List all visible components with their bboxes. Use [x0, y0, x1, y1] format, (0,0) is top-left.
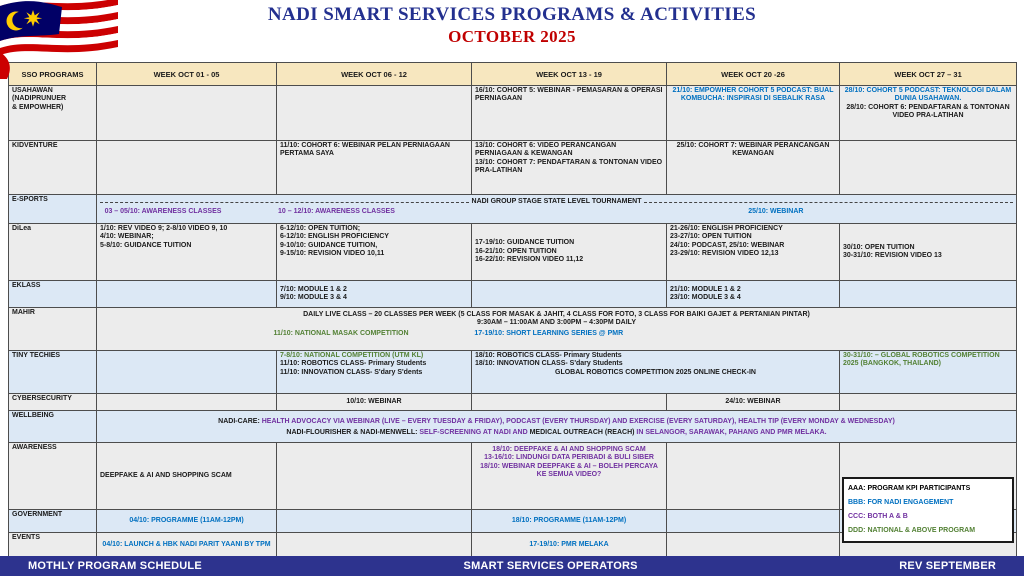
cell-kidventure-w3: 13/10: COHORT 6: VIDEO PERANCANGAN PERNIAGAAN & KEWANGAN 13/10: COHORT 7: PENDAFTARAN & TONTONAN VIDEO PRA-LATIHAN: [472, 141, 667, 195]
label-events: EVENTS: [9, 533, 97, 558]
cell-wellbeing-merged: [97, 411, 1017, 443]
header-week-4: WEEK OCT 20 -26: [667, 63, 840, 86]
label-mahir: MAHIR: [9, 308, 97, 351]
cell-dilea-w1: 1/10: REV VIDEO 9; 2-8/10 VIDEO 9, 10 4/10: WEBINAR; 5-8/10: GUIDANCE TUITION: [97, 224, 277, 281]
legend-box: [842, 477, 1014, 543]
header-sso-programs: SSO PROGRAMS: [9, 63, 97, 86]
cell-government-w4: [667, 510, 840, 533]
legend-item-bbb: BBB: FOR NADI ENGAGEMENT: [848, 499, 954, 506]
esports-banner-line: NADI GROUP STAGE STATE LEVEL TOURNAMENT: [100, 198, 1013, 206]
cell-tinytechies-w5: 30-31/10: – GLOBAL ROBOTICS COMPETITION 2025 (BANGKOK, THAILAND): [840, 351, 1017, 394]
label-dilea: DiLea: [9, 224, 97, 281]
header-week-5: WEEK OCT 27 – 31: [840, 63, 1017, 86]
row-esports: [9, 195, 1017, 224]
footer-right: REV SEPTEMBER: [899, 560, 996, 572]
cell-usahawan-w3: 16/10: COHORT 5: WEBINAR - PEMASARAN & OPERASI PERNIAGAAN: [472, 86, 667, 141]
dash-rule-right: [644, 202, 1013, 203]
legend-item-aaa: AAA: PROGRAM KPI PARTICIPANTS: [848, 485, 971, 492]
row-usahawan: [9, 86, 1017, 141]
row-tinytechies: [9, 351, 1017, 394]
label-usahawan: USAHAWAN (NADIPRUNUER & EMPOWHER): [9, 86, 97, 141]
row-mahir: [9, 308, 1017, 351]
cell-kidventure-w1: [97, 141, 277, 195]
cell-events-w2: [277, 533, 472, 558]
cell-dilea-w2: 6-12/10: OPEN TUITION; 6-12/10: ENGLISH PROFICIENCY 9-10/10: GUIDANCE TUITION, 9-15/10: REVISION VIDEO 10,11: [277, 224, 472, 281]
legend-item-ddd: DDD: NATIONAL & ABOVE PROGRAM: [848, 527, 976, 534]
cell-usahawan-w5: 28/10: COHORT 5 PODCAST: TEKNOLOGI DALAM DUNIA USAHAWAN. 28/10: COHORT 6: PENDAFTARAN & TONTONAN VIDEO PRA-LATIHAN: [840, 86, 1017, 141]
title-block: [0, 5, 1024, 47]
page-month: OCTOBER 2025: [448, 26, 576, 46]
cell-mahir-merged: DAILY LIVE CLASS – 20 CLASSES PER WEEK (5 CLASS FOR MASAK & JAHIT, 4 CLASS FOR FOTO, 3 CLASS FOR BAIKI GAJET & PERTANIAN PINTAR) 9:30AM – 11:00AM AND 3:00PM – 4:30PM DAILY 11/10: NATIONAL MASAK COMPETITION 17-19/10: SHORT LEARNING SERIES @ PMR: [97, 308, 1017, 351]
label-cybersecurity: CYBERSECURITY: [9, 394, 97, 411]
malaysia-flag-icon: [0, 0, 120, 80]
wellbeing-line-2: NADI-FLOURISHER & NADI-MENWELL: SELF-SCREENING AT NADI AND MEDICAL OUTREACH (REACH) IN SELANGOR, SARAWAK, PAHANG AND PMR MELAKA.: [286, 428, 827, 436]
label-wellbeing: WELLBEING: [9, 411, 97, 443]
cell-cybersecurity-w3: [472, 394, 667, 411]
cell-awareness-w2: [277, 443, 472, 510]
label-kidventure: KIDVENTURE: [9, 141, 97, 195]
row-wellbeing: [9, 411, 1017, 443]
mahir-items-line: 11/10: NATIONAL MASAK COMPETITION 17-19/10: SHORT LEARNING SERIES @ PMR: [273, 329, 624, 337]
cell-tinytechies-w3-w4: 18/10: ROBOTICS CLASS- Primary Students 18/10: INNOVATION CLASS- S'dary Students GLOBAL ROBOTICS COMPETITION 2025 ONLINE CHECK-IN: [472, 351, 840, 394]
wellbeing-line-1: NADI-CARE: HEALTH ADVOCACY VIA WEBINAR (LIVE – EVERY TUESDAY & FRIDAY), PODCAST (EVERY THURSDAY) AND EXERCISE (EVERY SATURDAY), HEALTH TIP (EVERY MONDAY & WEDNESDAY): [218, 418, 895, 426]
cell-dilea-w5: 30/10: OPEN TUITION 30-31/10: REVISION VIDEO 13: [840, 224, 1017, 281]
cell-eklass-w2: 7/10: MODULE 1 & 2 9/10: MODULE 3 & 4: [277, 281, 472, 308]
row-dilea: [9, 224, 1017, 281]
label-awareness: AWARENESS: [9, 443, 97, 510]
cell-cybersecurity-w5: [840, 394, 1017, 411]
legend-item-ccc: CCC: BOTH A & B: [848, 513, 908, 520]
cell-government-w2: [277, 510, 472, 533]
cell-dilea-w4: 21-26/10: ENGLISH PROFICIENCY 23-27/10: OPEN TUITION 24/10: PODCAST, 25/10: WEBINAR 23-29/10: REVISION VIDEO 12,13: [667, 224, 840, 281]
footer-left: MOTHLY PROGRAM SCHEDULE: [28, 560, 202, 572]
cell-dilea-w3: 17-19/10: GUIDANCE TUITION 16-21/10: OPEN TUITION 16-22/10: REVISION VIDEO 11,12: [472, 224, 667, 281]
cell-cybersecurity-w4: 24/10: WEBINAR: [667, 394, 840, 411]
cell-tinytechies-w2: 7-8/10: NATIONAL COMPETITION (UTM KL) 11/10: ROBOTICS CLASS- Primary Students 11/10: INNOVATION CLASS- S'dary S'dents: [277, 351, 472, 394]
cell-events-w1: 04/10: LAUNCH & HBK NADI PARIT YAANI BY TPM: [97, 533, 277, 558]
cell-eklass-w3: [472, 281, 667, 308]
cell-cybersecurity-w1: [97, 394, 277, 411]
cell-usahawan-w4: 21/10: EMPOWHER COHORT 5 PODCAST: BUAL KOMBUCHA: INSPIRASI DI SEBALIK RASA: [667, 86, 840, 141]
row-eklass: [9, 281, 1017, 308]
header-week-1: WEEK OCT 01 - 05: [97, 63, 277, 86]
dash-rule-left: [100, 202, 469, 203]
header-row: [9, 63, 1017, 86]
footer-center: SMART SERVICES OPERATORS: [463, 560, 638, 572]
cell-cybersecurity-w2: 10/10: WEBINAR: [277, 394, 472, 411]
header-week-3: WEEK OCT 13 - 19: [472, 63, 667, 86]
cell-events-w4: [667, 533, 840, 558]
cell-esports-merged: [97, 195, 1017, 224]
cell-eklass-w4: 21/10: MODULE 1 & 2 23/10: MODULE 3 & 4: [667, 281, 840, 308]
label-esports: E-SPORTS: [9, 195, 97, 224]
esports-items-line: 03 – 05/10: AWARENESS CLASSES 10 – 12/10: AWARENESS CLASSES 25/10: WEBINAR: [104, 208, 804, 216]
label-government: GOVERNMENT: [9, 510, 97, 533]
cell-tinytechies-w1: [97, 351, 277, 394]
cell-usahawan-w1: [97, 86, 277, 141]
cell-government-w1: 04/10: PROGRAMME (11AM-12PM): [97, 510, 277, 533]
cell-eklass-w5: [840, 281, 1017, 308]
cell-events-w3: 17-19/10: PMR MELAKA: [472, 533, 667, 558]
cell-awareness-w3: 18/10: DEEPFAKE & AI AND SHOPPING SCAM 13-16/10: LINDUNGI DATA PERIBADI & BULI SIBER 18/10: WEBINAR DEEPFAKE & AI – BOLEH PERCAYA KE SEMUA VIDEO?: [472, 443, 667, 510]
cell-awareness-w1: DEEPFAKE & AI AND SHOPPING SCAM: [97, 443, 277, 510]
cell-awareness-w4: [667, 443, 840, 510]
label-tinytechies: TINY TECHIES: [9, 351, 97, 394]
cell-government-w3: 18/10: PROGRAMME (11AM-12PM): [472, 510, 667, 533]
header-week-2: WEEK OCT 06 - 12: [277, 63, 472, 86]
cell-kidventure-w2: 11/10: COHORT 6: WEBINAR PELAN PERNIAGAAN PERTAMA SAYA: [277, 141, 472, 195]
cell-usahawan-w2: [277, 86, 472, 141]
row-kidventure: [9, 141, 1017, 195]
row-cybersecurity: [9, 394, 1017, 411]
cell-eklass-w1: [97, 281, 277, 308]
cell-kidventure-w5: [840, 141, 1017, 195]
page-title: NADI SMART SERVICES PROGRAMS & ACTIVITIES: [267, 4, 757, 25]
cell-kidventure-w4: 25/10: COHORT 7: WEBINAR PERANCANGAN KEWANGAN: [667, 141, 840, 195]
label-eklass: EKLASS: [9, 281, 97, 308]
footer-bar: [0, 556, 1024, 576]
